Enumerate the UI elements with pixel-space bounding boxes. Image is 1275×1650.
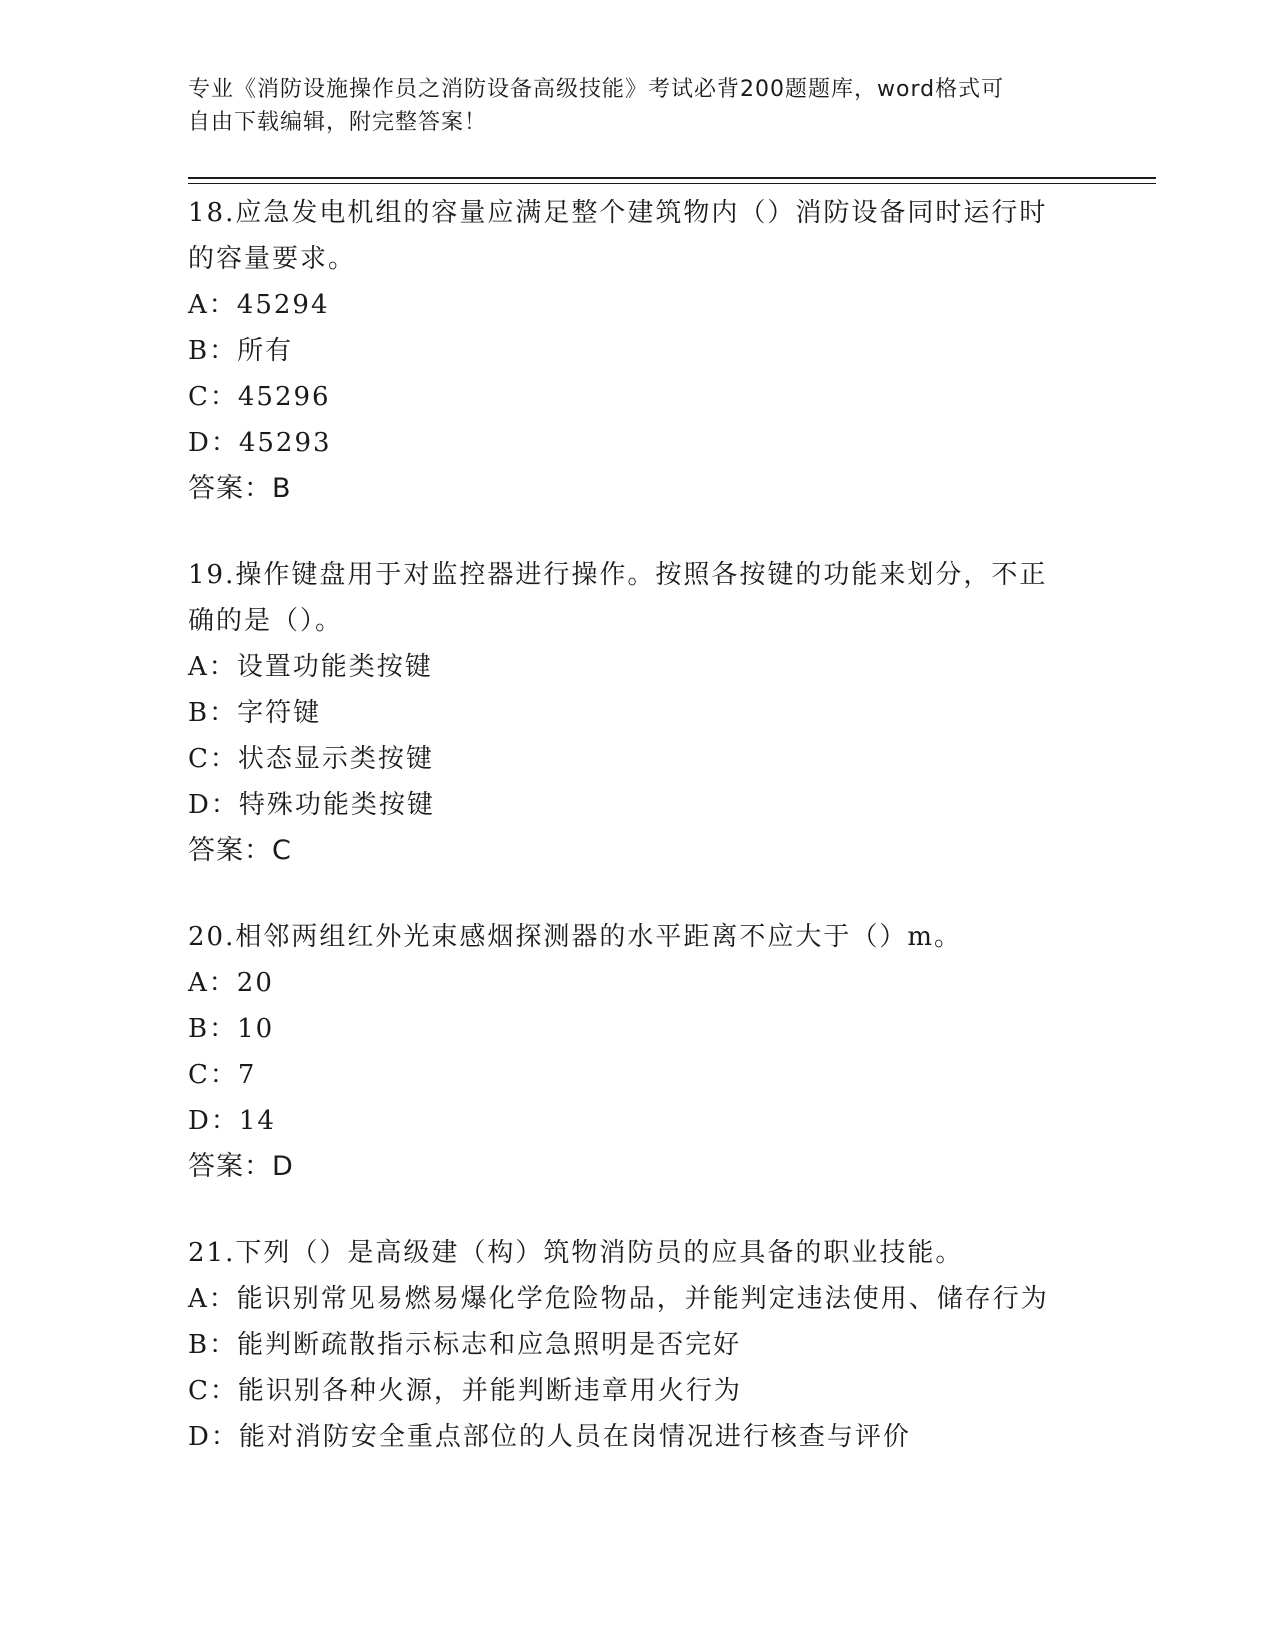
option-a: A：能识别常见易燃易爆化学危险物品，并能判定违法使用、储存行为 — [188, 1284, 1049, 1314]
option-d: D：特殊功能类按键 — [188, 790, 435, 820]
document-header — [188, 73, 1088, 139]
option-b: B：所有 — [188, 336, 294, 366]
option-a: A：设置功能类按键 — [188, 652, 433, 682]
option-b: B：字符键 — [188, 698, 322, 728]
option-c: C：能识别各种火源，并能判断违章用火行为 — [188, 1376, 742, 1406]
question-stem: 18.应急发电机组的容量应满足整个建筑物内（）消防设备同时运行时的容量要求。 — [188, 198, 1048, 274]
option-d: D：能对消防安全重点部位的人员在岗情况进行核查与评价 — [188, 1422, 911, 1452]
option-a: A：45294 — [188, 290, 330, 320]
question-20 — [188, 914, 1088, 1190]
question-stem: 20.相邻两组红外光束感烟探测器的水平距离不应大于（）m。 — [188, 922, 963, 952]
option-c: C：状态显示类按键 — [188, 744, 434, 774]
header-divider-thin — [188, 183, 1156, 184]
header-line-1: 专业《消防设施操作员之消防设备高级技能》考试必背200题题库，word格式可 — [188, 77, 1005, 102]
question-21 — [188, 1230, 1088, 1460]
question-stem: 21.下列（）是高级建（构）筑物消防员的应具备的职业技能。 — [188, 1238, 964, 1268]
option-b: B：能判断疏散指示标志和应急照明是否完好 — [188, 1330, 742, 1360]
spacer — [188, 1190, 1088, 1230]
option-d: D：45293 — [188, 428, 332, 458]
spacer — [188, 512, 1088, 552]
question-19 — [188, 552, 1088, 874]
answer-label: 答案：D — [188, 1151, 294, 1182]
option-c: C：7 — [188, 1060, 257, 1090]
option-a: A：20 — [188, 968, 274, 998]
option-b: B：10 — [188, 1014, 275, 1044]
header-divider-thick — [188, 177, 1156, 179]
spacer — [188, 874, 1088, 914]
question-list — [188, 190, 1088, 1460]
header-line-2: 自由下载编辑，附完整答案！ — [188, 110, 488, 135]
option-d: D：14 — [188, 1106, 276, 1136]
answer-label: 答案：B — [188, 473, 292, 504]
question-18 — [188, 190, 1088, 512]
answer-label: 答案：C — [188, 835, 292, 866]
document-page — [188, 0, 1158, 1650]
question-stem: 19.操作键盘用于对监控器进行操作。按照各按键的功能来划分，不正确的是（）。 — [188, 560, 1048, 636]
option-c: C：45296 — [188, 382, 331, 412]
